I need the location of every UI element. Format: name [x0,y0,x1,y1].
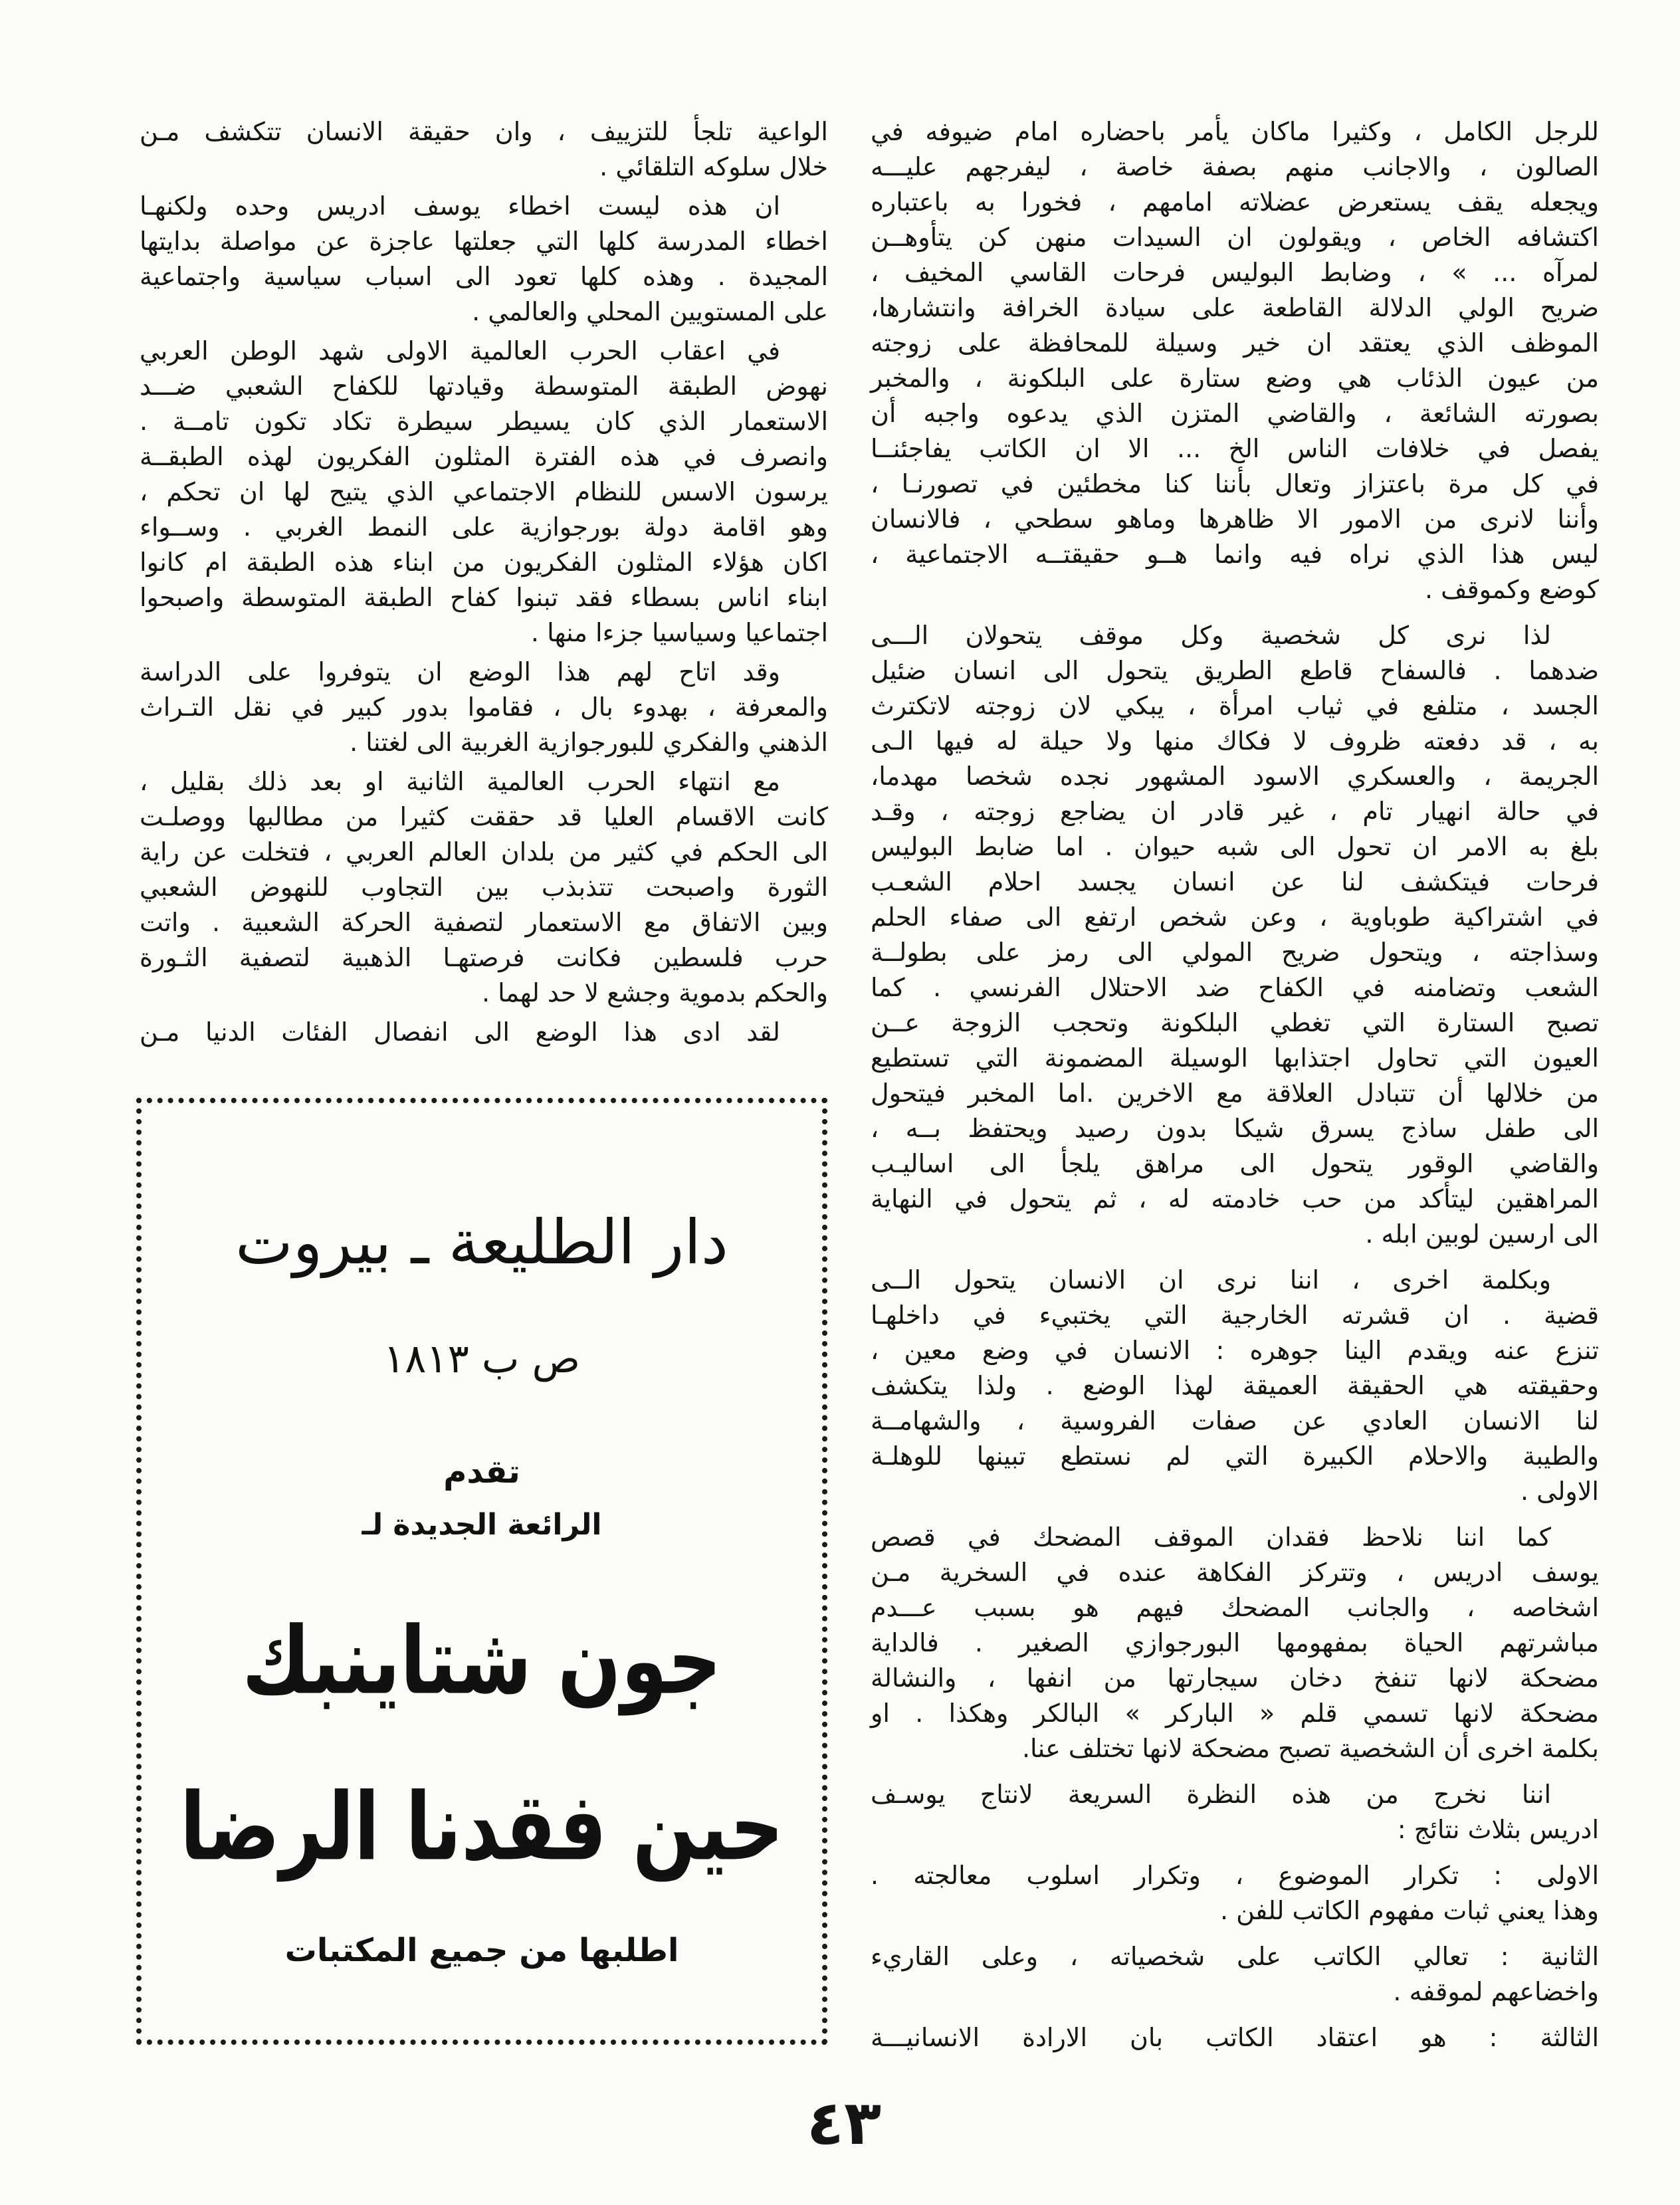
text-line: الى الحكم في كثير من بلدان العالم العربي ، فتخلت عن راية [140,837,828,867]
text-line: كوضع وكموقف . [1425,575,1599,604]
text-line: وانصرف في هذه الفترة المثلون الفكريون لهذه الطبقــة [140,442,828,471]
text-line: اشخاصه ، والجانب المضحك فيهم هو بسبب عـــدم [871,1593,1599,1622]
text-line: في اشتراكية طوباوية ، وعن شخص ارتفع الى صفاء الحلم [871,902,1599,932]
text-line: فرحات فيتكشف لنا عن انسان يجسد احلام الشعـب [871,867,1599,896]
result-item [871,1858,1599,1929]
text-line: على المستويين المحلي والعالمي . [472,297,828,326]
page-number: ٤٣ [806,2087,882,2158]
text-line: ان هذه ليست اخطاء يوسف ادريس وحده ولكنهـا [140,191,780,221]
text-line: الاولى : تكرار الموضوع ، وتكرار اسلوب معالجته . [871,1861,1599,1890]
text-line: وحقيقته هي الحقيقة العميقة لهذا الوضع . ولذا يتكشف [871,1371,1599,1400]
text-line: الثانية : تعالي الكاتب على شخصياته ، وعلى القاريء [871,1942,1599,1971]
text-line: كما اننا نلاحظ فقدان الموقف المضحك في قصص [871,1522,1551,1552]
text-line: المجيدة . وهذه كلها تعود الى اسباب سياسية واجتماعية [140,262,828,291]
text-line: الصالون ، والاجانب منهم بصفة خاصة ، ليفرجهم عليـــه [871,152,1599,181]
text-line: ابناء اناس بسطاء فقد تبنوا كفاح الطبقة المتوسطة واصبحوا [140,583,828,612]
text-line: اجتماعيا وسياسيا جزءا منها . [530,618,828,647]
paragraph [140,1015,828,1050]
text-line: اكان هؤلاء المثلون الفكريون من ابناء هذه الطبقة ام كانوا [140,548,828,577]
text-line: وبكلمة اخرى ، اننا نرى ان الانسان يتحول الــى [871,1265,1551,1295]
text-line: الجسد ، متلفع في ثياب امرأة ، يبكي لان زوجته لاتكترث [871,691,1599,720]
text-line: لذا نرى كل شخصية وكل موقف يتحولان الـــى [871,621,1551,650]
text-line: الثورة واصبحت تتذبذب بين التجاوب للنهوض الشعبي [140,873,828,902]
paragraph [140,114,828,185]
text-line: والمعرفة ، بهدوء بال ، فقاموا بدور كبير في نقل التـراث [140,692,828,722]
text-line: وسذاجته ، ويتحول ضريح المولي الى رمز على بطولــة [871,938,1599,967]
text-line: تنزع عنه ويقدم الينا جوهره : الانسان في وضع معين ، [871,1336,1599,1365]
paragraph [871,1777,1599,1847]
text-line: من عيون الذئاب هي وضع ستارة على البلكونة ، والمخبر [871,364,1599,393]
paragraph [140,764,828,1011]
right-column [871,114,1599,2055]
text-line: لنا الانسان العادي عن صفات الفروسية ، والشهامــة [871,1406,1599,1435]
text-line: لقد ادى هذا الوضع الى انفصال الفئات الدنيا مـن [140,1017,780,1047]
text-line: وأننا لانرى من الامور الا ظاهرها وماهو سطحي ، فالانسان [871,504,1599,534]
paragraph [140,189,828,330]
text-line: بكلمة اخرى أن الشخصية تصبح مضحكة لانها تختلف عنا. [1021,1734,1599,1763]
po-box: ص ب ١٨١٣ [383,1336,581,1382]
advertisement-box [136,1098,827,2045]
text-line: والطيبة والاحلام الكبيرة التي لم نستطع تبينها للوهلـة [871,1441,1599,1471]
text-line: خلال سلوكه التلقائي . [599,152,828,181]
paragraph [140,655,828,760]
text-line: للرجل الكامل ، وكثيرا ماكان يأمر باحضاره امام ضيوفه في [871,117,1599,146]
author-name: جون شتاينبك [242,1607,722,1716]
text-line: واخضاعهم لموقفه . [1393,1977,1599,2006]
text-line: وبين الاتفاق مع الاستعمار لتصفية الحركة الشعبية . واتت [140,908,828,937]
text-line: مضحكة لانها تنفخ دخان سيجارتها من انفها ، والنشالة [871,1663,1599,1693]
text-line: في اعقاب الحرب العالمية الاولى شهد الوطن العربي [140,336,780,366]
text-line: الموظف الذي يعتقد ان خير وسيلة للمحافظة على زوجته [871,328,1599,358]
text-line: مع انتهاء الحرب العالمية الثانية او بعد ذلك بقليل ، [140,767,780,796]
publisher-name: دار الطليعة ـ بيروت [235,1207,728,1278]
text-line: الذهني والفكري للبورجوازية الغربية الى لغتنا . [350,728,828,757]
text-line: وهذا يعني ثبات مفهوم الكاتب للفن . [1219,1896,1599,1925]
text-line: ليس هذا الذي نراه فيه وانما هــو حقيقتــه الاجتماعية ، [871,540,1599,569]
text-line: الشعب وتضامنه في الكفاح ضد الاحتلال الفرنسي . كما [871,973,1599,1002]
text-line: قضية . ان قشرته الخارجية التي يختبيء في داخلهـا [871,1301,1599,1330]
text-line: حرب فلسطين فكانت فرصتهـا الذهبية لتصفية الثـورة [140,943,828,972]
text-line: ضريح الولي الدلالة القاطعة على سيادة الخرافة وانتشارها، [871,293,1599,322]
text-line: الجريمة ، والعسكري الاسود المشهور نجده شخصا مهدما، [871,762,1599,791]
text-line: لمرآه ... » ، وضابط البوليس فرحات القاسي المخيف ، [871,258,1599,287]
text-line: اكتشافه الخاص ، ويقولون ان السيدات منهن كن يتأوهــن [871,223,1599,252]
text-line: يفصل في خلافات الناس الخ ... الا ان الكاتب يفاجئنــا [871,434,1599,463]
text-line: وهو اقامة دولة بورجوازية على النمط الغربي . وســواء [140,512,828,542]
text-line: في كل مرة باعتزاز وتعال بأننا كنا مخطئين في تصورنـا ، [871,469,1599,498]
text-line: مضحكة لانها تسمي قلم « الباركر » البالكر وهكذا . او [871,1699,1599,1728]
text-line: الى طفل ساذج يسرق شيكا بدون رصيد ويحتفظ بــه ، [871,1114,1599,1143]
text-line: يرسون الاسس للنظام الاجتماعي الذي يتيح لها ان تحكم ، [140,477,828,506]
tagline: الرائعة الجديدة لـ [362,1508,602,1542]
text-line: المراهقين ليتأكد من حب خادمته له ، ثم يتحول في النهاية [871,1184,1599,1213]
text-line: تصبح الستارة التي تغطي البلكونة وتحجب الزوجة عــن [871,1008,1599,1037]
text-line: الواعية تلجأ للتزييف ، وان حقيقة الانسان تتكشف مـن [140,117,828,146]
text-line: اننا نخرج من هذه النظرة السريعة لانتاج يوسـف [871,1780,1551,1809]
text-line: الاولى . [1521,1477,1599,1506]
paragraph [140,334,828,651]
text-line: الى ارسين لوبين ابله . [1365,1219,1599,1249]
result-item [871,1939,1599,2010]
paragraph [871,1520,1599,1766]
text-line: الثالثة : هو اعتقاد الكاتب بان الارادة الانسانيـــة [871,2023,1599,2052]
paragraph [871,114,1599,607]
text-line: بصورته الشائعة ، والقاضي المتزن الذي يدعوه واجبه أن [871,399,1599,428]
left-column [140,114,828,1050]
text-line: به ، قد دفعته ظروف لا فكاك منها ولا حيلة له فيها الـى [871,726,1599,756]
paragraph [871,1263,1599,1509]
text-line: في حالة انهيار تام ، غير قادر ان يضاجع زوجته ، وقـد [871,797,1599,826]
result-item [871,2020,1599,2055]
text-line: يوسف ادريس ، وتتركز الفكاهة عنده في السخرية مـن [871,1558,1599,1587]
presents-label: تقدم [443,1453,520,1491]
text-line: مباشرتهم الحياة بمفهومها البورجوازي الصغير . فالداية [871,1628,1599,1657]
text-line: والقاضي الوقور يتحول الى مراهق يلجأ الى اساليـب [871,1149,1599,1178]
text-line: بلغ به الامر ان تحول الى شبه حيوان . اما ضابط البوليس [871,832,1599,861]
text-line: وقد اتاح لهم هذا الوضع ان يتوفروا على الدراسة [140,657,780,686]
text-line: من خلالها أن تتبادل العلاقة مع الاخرين .اما المخبر فيتحول [871,1079,1599,1108]
text-line: الاستعمار الذي كان يسيطر سيطرة تكاد تكون تامــة . [140,407,828,436]
text-line: ادريس بثلاث نتائج : [1397,1815,1599,1844]
text-line: اخطاء المدرسة كلها التي جعلتها عاجزة عن مواصلة بدايتها [140,227,828,256]
text-line: العيون التي تحاول اجتذابها الوسيلة المضمونة التي تستطيع [871,1043,1599,1073]
order-note: اطلبها من جميع المكتبات [284,1932,679,1969]
text-line: نهوض الطبقة المتوسطة وقيادتها للكفاح الشعبي ضـــد [140,371,828,401]
book-title: حين فقدنا الرضا [179,1773,784,1882]
text-line: ويجعله يقف يستعرض عضلاته امامهم ، فخورا به باعتباره [871,187,1599,217]
text-line: كانت الاقسام العليا قد حققت كثيرا من مطالبها ووصلـت [140,802,828,831]
text-line: والحكم بدموية وجشع لا حد لهما . [481,978,828,1007]
paragraph [871,618,1599,1252]
text-line: ضدهما . فالسفاح قاطع الطريق يتحول الى انسان ضئيل [871,656,1599,685]
